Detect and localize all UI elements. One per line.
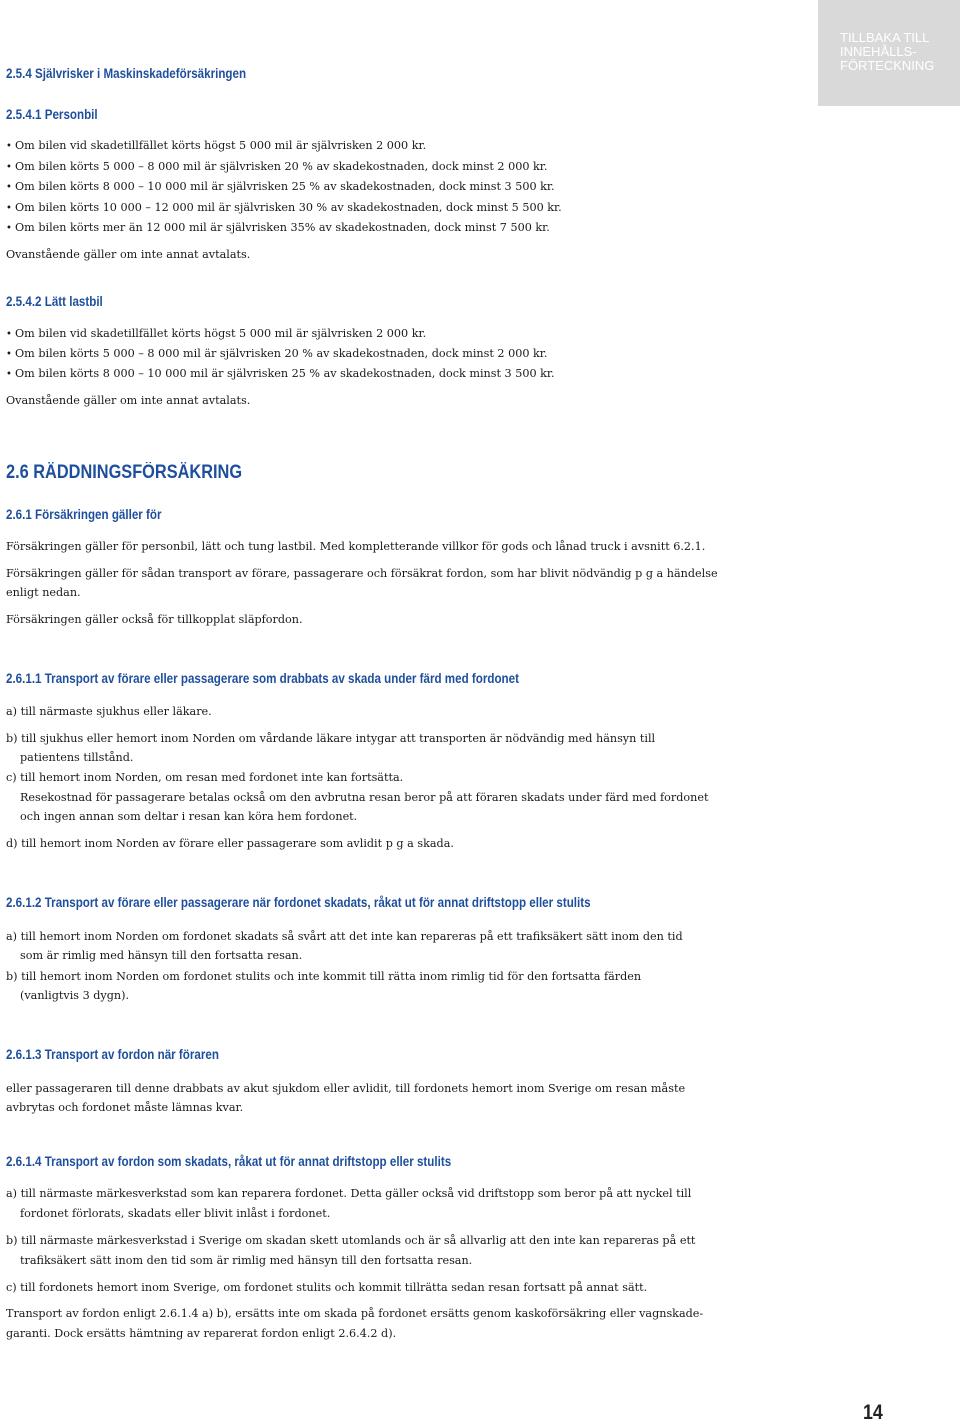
section-2541-heading: 2.5.4.1 Personbil <box>6 107 98 122</box>
back-to-toc-button[interactable] <box>818 0 960 106</box>
paragraph: och ingen annan som deltar i resan kan köra hem fordonet. <box>20 810 358 823</box>
list-item: • Om bilen körts mer än 12 000 mil är självrisken 35% av skadekostnaden, dock minst 7 500 kr. <box>6 221 550 236</box>
paragraph: Resekostnad för passagerare betalas också om den avbrutna resan beror på att föraren skadats under färd med fordonet <box>20 791 709 804</box>
section-2614-heading: 2.6.1.4 Transport av fordon som skadats, råkat ut för annat driftstopp eller stulits <box>6 1154 452 1169</box>
section-2612-heading: 2.6.1.2 Transport av förare eller passagerare när fordonet skadats, råkat ut för annat driftstopp eller stulits <box>6 895 591 910</box>
paragraph: Försäkringen gäller också för tillkopplat släpfordon. <box>6 613 303 626</box>
paragraph: enligt nedan. <box>6 586 81 599</box>
paragraph: eller passageraren till denne drabbats av akut sjukdom eller avlidit, till fordonets hemort inom Sverige om resan måste <box>6 1082 686 1095</box>
paragraph: b) till närmaste märkesverkstad i Sverige om skadan skett utomlands och är så allvarlig att den inte kan repareras på ett <box>6 1234 696 1247</box>
section-2542-note: Ovanstående gäller om inte annat avtalats. <box>6 394 251 407</box>
paragraph: garanti. Dock ersätts hämtning av reparerat fordon enligt 2.6.4.2 d). <box>6 1327 397 1340</box>
section-2611-heading: 2.6.1.1 Transport av förare eller passagerare som drabbats av skada under färd med fordonet <box>6 671 519 686</box>
paragraph: b) till sjukhus eller hemort inom Norden om vårdande läkare intygar att transporten är nödvändig med hänsyn till <box>6 732 656 745</box>
paragraph: Försäkringen gäller för personbil, lätt och tung lastbil. Med kompletterande villkor för gods och lånad truck i avsnitt 6.2.1. <box>6 540 706 553</box>
paragraph: a) till hemort inom Norden om fordonet skadats så svårt att det inte kan repareras på ett trafiksäkert sätt inom den tid <box>6 930 683 943</box>
paragraph: Transport av fordon enligt 2.6.1.4 a) b), ersätts inte om skada på fordonet ersätts genom kaskoförsäkring eller vagnskade- <box>6 1307 704 1320</box>
paragraph: fordonet förlorats, skadats eller blivit inlåst i fordonet. <box>20 1207 331 1220</box>
paragraph: b) till hemort inom Norden om fordonet stulits och inte kommit till rätta inom rimlig tid för den fortsatta färden <box>6 970 642 983</box>
back-label-line2: INNEHÅLLS- <box>840 44 917 59</box>
section-26-heading: 2.6 RÄDDNINGSFÖRSÄKRING <box>6 462 243 483</box>
list-item: • Om bilen körts 10 000 – 12 000 mil är självrisken 30 % av skadekostnaden, dock minst 5 500 kr. <box>6 201 562 216</box>
list-item: • Om bilen körts 8 000 – 10 000 mil är självrisken 25 % av skadekostnaden, dock minst 3 500 kr. <box>6 180 555 195</box>
paragraph: a) till närmaste sjukhus eller läkare. <box>6 705 212 718</box>
section-261-heading: 2.6.1 Försäkringen gäller för <box>6 507 162 522</box>
paragraph: som är rimlig med hänsyn till den fortsatta resan. <box>20 949 303 962</box>
back-label-line3: FÖRTECKNING <box>840 58 935 73</box>
back-label-line1: TILLBAKA TILL <box>840 30 930 45</box>
list-item: • Om bilen körts 8 000 – 10 000 mil är självrisken 25 % av skadekostnaden, dock minst 3 500 kr. <box>6 367 555 382</box>
paragraph: a) till närmaste märkesverkstad som kan reparera fordonet. Detta gäller också vid driftstopp som beror på att nyckel till <box>6 1187 692 1200</box>
list-item: • Om bilen körts 5 000 – 8 000 mil är självrisken 20 % av skadekostnaden, dock minst 2 000 kr. <box>6 160 547 175</box>
list-item: • Om bilen vid skadetillfället körts högst 5 000 mil är självrisken 2 000 kr. <box>6 139 426 154</box>
section-2613-heading: 2.6.1.3 Transport av fordon när föraren <box>6 1047 219 1062</box>
paragraph: d) till hemort inom Norden av förare eller passagerare som avlidit p g a skada. <box>6 837 454 850</box>
section-2541-note: Ovanstående gäller om inte annat avtalats. <box>6 248 251 261</box>
paragraph: (vanligtvis 3 dygn). <box>20 989 130 1002</box>
list-item: • Om bilen vid skadetillfället körts högst 5 000 mil är självrisken 2 000 kr. <box>6 327 426 342</box>
paragraph: c) till fordonets hemort inom Sverige, om fordonet stulits och kommit tillrätta sedan resan fortsatt på annat sätt. <box>6 1281 648 1294</box>
section-2542-heading: 2.5.4.2 Lätt lastbil <box>6 294 103 309</box>
paragraph: Försäkringen gäller för sådan transport av förare, passagerare och försäkrat fordon, som har blivit nödvändig p g a händelse <box>6 567 718 580</box>
paragraph: trafiksäkert sätt inom den tid som är rimlig med hänsyn till den fortsatta resan. <box>20 1254 473 1267</box>
page-number: 14 <box>863 1401 883 1424</box>
paragraph: c) till hemort inom Norden, om resan med fordonet inte kan fortsätta. <box>6 771 404 784</box>
section-254-heading: 2.5.4 Självrisker i Maskinskadeförsäkringen <box>6 66 247 81</box>
paragraph: avbrytas och fordonet måste lämnas kvar. <box>6 1101 244 1114</box>
list-item: • Om bilen körts 5 000 – 8 000 mil är självrisken 20 % av skadekostnaden, dock minst 2 000 kr. <box>6 347 547 362</box>
paragraph: patientens tillstånd. <box>20 751 134 764</box>
